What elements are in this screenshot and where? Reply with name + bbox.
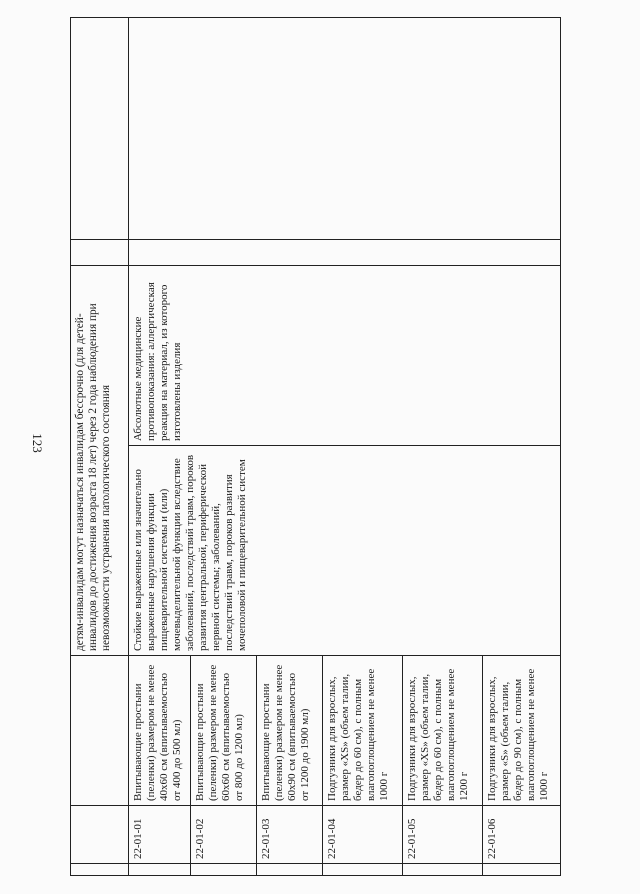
product-code: 22-01-06 <box>483 806 561 864</box>
table-cell-empty <box>129 17 561 239</box>
product-code: 22-01-03 <box>257 806 323 864</box>
product-code: 22-01-02 <box>191 806 257 864</box>
table-cell-empty <box>323 864 403 876</box>
product-code: 22-01-01 <box>129 806 191 864</box>
table-cell-empty <box>71 17 129 239</box>
table-cell-empty <box>71 864 129 876</box>
products-table <box>70 17 561 876</box>
product-name: Впитывающие простыни (пеленки) размером не менее 40х60 см (впитываемостью от 400 до 500 мл) <box>129 656 191 806</box>
table-cell-empty <box>403 864 483 876</box>
contraindications-cell: Абсолютные медицинские противопоказания: аллергическая реакция на материал, из которого изготовлены изделия <box>129 265 561 445</box>
product-name: Впитывающие простыни (пеленки) размером не менее 60х90 см (впитываемостью от 1200 до 1900 мл) <box>257 656 323 806</box>
product-code: 22-01-04 <box>323 806 403 864</box>
table-cell-empty <box>129 864 191 876</box>
table-cell-empty <box>191 864 257 876</box>
table-row <box>71 17 129 875</box>
rotated-document <box>70 18 560 876</box>
table-cell-empty <box>71 806 129 864</box>
note-cell: детям-инвалидам могут назначаться инвалидам бессрочно (для детей-инвалидов до достижения возраста 18 лет) через 2 года наблюдения при невозможности устранения патологического состояния <box>71 265 129 655</box>
table-cell-empty <box>129 239 561 265</box>
table-cell-empty <box>71 239 129 265</box>
product-name: Впитывающие простыни (пеленки) размером не менее 60х60 см (впитываемостью от 800 до 1200 мл) <box>191 656 257 806</box>
table-cell-empty <box>71 656 129 806</box>
product-code: 22-01-05 <box>403 806 483 864</box>
table-cell-empty <box>483 864 561 876</box>
product-name: Подгузники для взрослых, размер «S» (объем талии, бедер до 90 см), с полным влагопоглощением не менее 1000 г <box>483 656 561 806</box>
page-number: 123 <box>30 433 45 453</box>
indications-cell: Стойкие выраженные или значительно выраженные нарушения функции пищеварительной системы и (или) мочевыделительной функции вследствие заболеваний, последствий травм, пороков развития центральной, периферической нервной системы; заболеваний, последствий травм, пороков развития мочеполовой и пищеварительной систем <box>129 446 561 656</box>
table-row <box>129 17 191 875</box>
product-name: Подгузники для взрослых, размер «XS» (объем талии, бедер до 60 см), с полным влагопоглощением не менее 1000 г <box>323 656 403 806</box>
product-name: Подгузники для взрослых, размер «XS» (объем талии, бедер до 60 см), с полным влагопоглощением не менее 1200 г <box>403 656 483 806</box>
table-cell-empty <box>257 864 323 876</box>
